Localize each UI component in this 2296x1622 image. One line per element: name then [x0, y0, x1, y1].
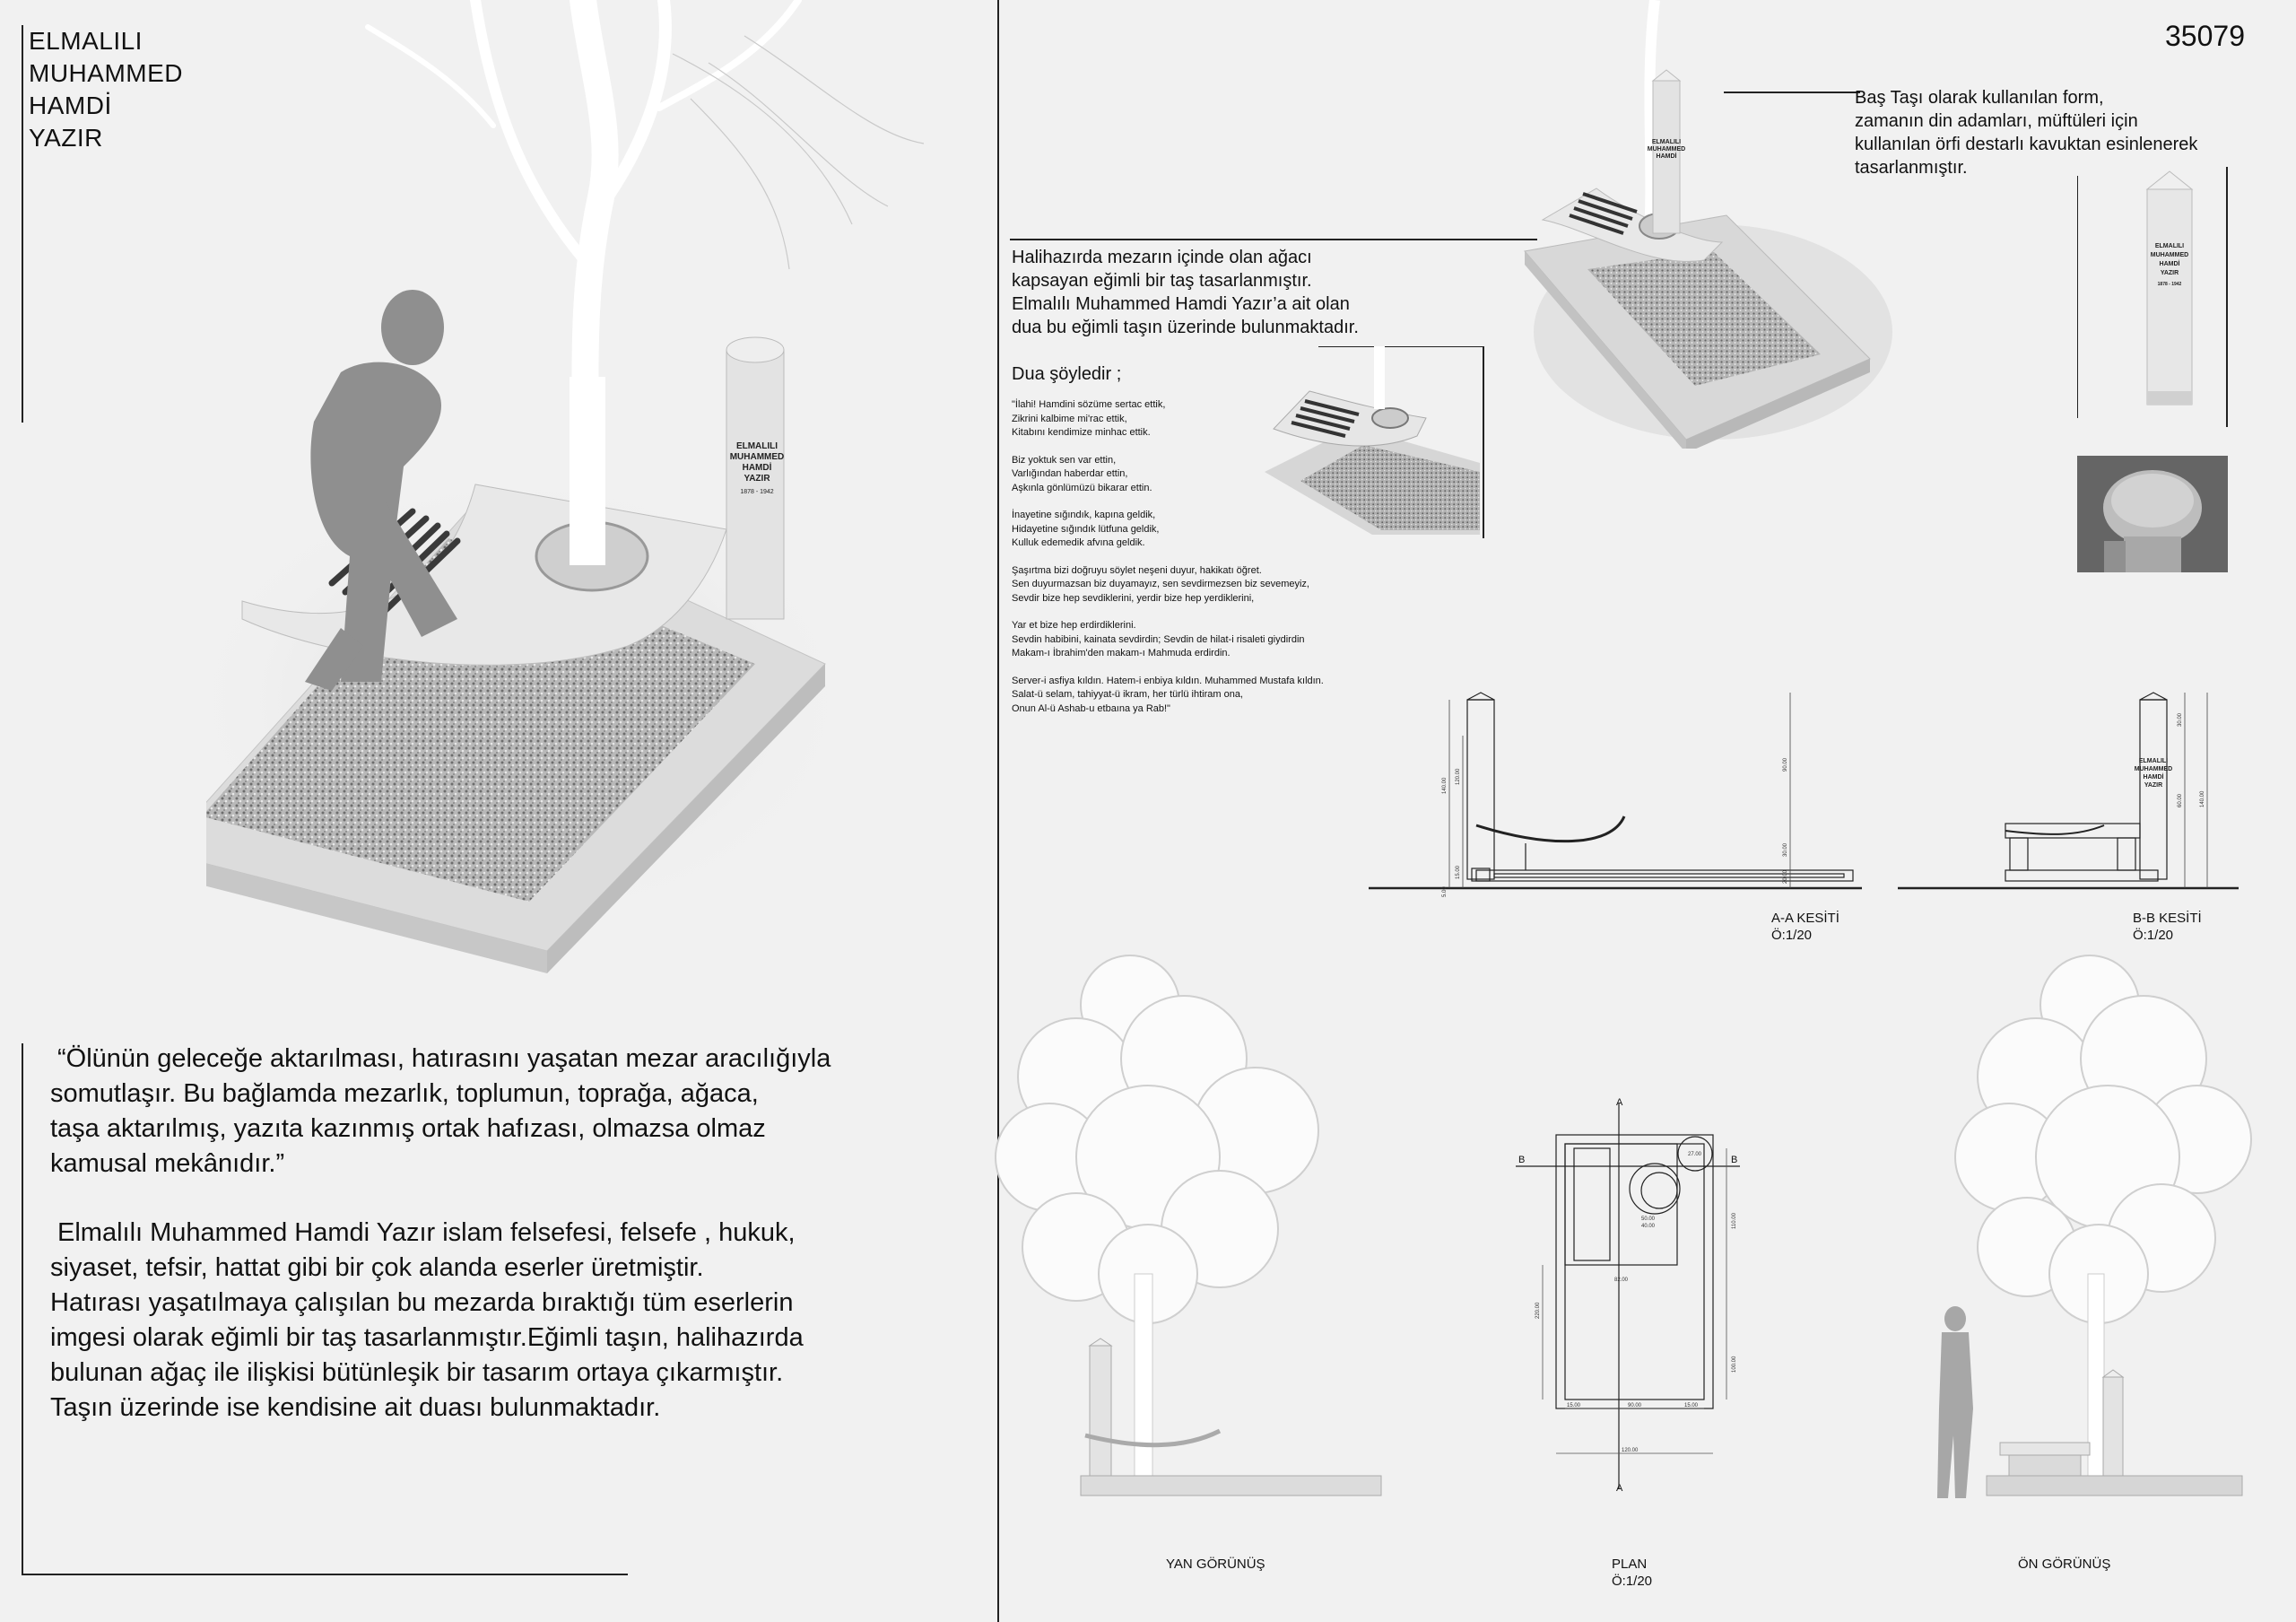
tree-note-line: dua bu eğimli taşın üzerinde bulunmaktadır.: [1012, 318, 1359, 337]
headstone-note-line: kullanılan örfi destarlı kavuktan esinlenerek: [1855, 135, 2198, 154]
dimension-label: 90.00: [1783, 757, 1788, 772]
dimension-label: 82.00: [1614, 1278, 1629, 1283]
dimension-label: 120.00: [1456, 768, 1461, 785]
prayer-line: Kulluk edemedik afvına geldik.: [1012, 537, 1145, 548]
project-title: [29, 25, 183, 154]
prayer-line: Varlığından haberdar ettin,: [1012, 468, 1128, 479]
headstone-inscription-dates: 1878 - 1942: [2157, 282, 2182, 287]
headstone-inscription: ELMALILI: [2138, 758, 2169, 764]
front-view-drawing: [1883, 933, 2296, 1507]
quote-line: kamusal mekânıdır.”: [50, 1149, 285, 1178]
headstone-inscription: YAZIR: [2160, 270, 2179, 276]
prayer-line: Hidayetine sığındık lütfuna geldik,: [1012, 523, 1160, 535]
prayer-line: Şaşırtma bizi doğruyu söylet neşeni duyur, hakikatı öğret.: [1012, 564, 1262, 576]
quote-line: “Ölünün geleceğe aktarılması, hatırasını yaşatan mezar aracılığıyla: [57, 1044, 831, 1073]
headstone-inscription: MUHAMMED: [729, 452, 785, 462]
quote-line: somutlaşır. Bu bağlamda mezarlık, toplumun, toprağa, ağaca,: [50, 1079, 759, 1108]
section-bb-scale: Ö:1/20: [2133, 928, 2174, 943]
headstone-inscription: MUHAMMED: [1647, 146, 1686, 153]
dimension-label: 140.00: [2200, 790, 2205, 807]
tree-note-leader: [1010, 239, 1537, 240]
headstone-note: [1855, 86, 2197, 179]
headstone-detail-rule: [2226, 167, 2228, 427]
description-line: siyaset, tefsir, hattat gibi bir çok alanda eserler üretmiştir.: [50, 1253, 704, 1282]
grave-render: [206, 0, 1013, 978]
prayer-line: Sevdin habibini, kainata sevdirdin; Sevdin de hilat-i risaleti giydirdin: [1012, 633, 1305, 645]
side-view-drawing: [969, 933, 1435, 1507]
plan-caption: [1612, 1556, 1652, 1590]
kavuk-photo: [2077, 456, 2228, 572]
description-line: Hatırası yaşatılmaya çalışılan bu mezarda bıraktığı tüm eserlerin: [50, 1288, 794, 1317]
headstone-inscription: ELMALILI: [2154, 243, 2185, 249]
description-line: Taşın üzerinde ise kendisine ait duası bulunmaktadır.: [50, 1393, 661, 1422]
section-aa-caption: [1771, 910, 1839, 944]
dimension-label: 5.00: [1442, 886, 1448, 897]
prayer-stone-detail: [1265, 346, 1485, 540]
headstone: [726, 337, 784, 619]
prayer-line: Kitabını kendimize minhac ettik.: [1012, 427, 1151, 438]
headstone-inscription: HAMDİ: [2143, 774, 2164, 780]
headstone-inscription: HAMDİ: [1656, 153, 1677, 160]
plan-drawing: [1516, 1094, 1749, 1507]
tree-note-line: kapsayan eğimli bir taş tasarlanmıştır.: [1012, 271, 1312, 291]
left-panel-vertical-rule: [22, 25, 23, 423]
prayer-line: "İlahi! Hamdini sözüme sertac ettik,: [1012, 399, 1166, 410]
prayer-line: Salat-ü selam, tahiyyat-ü ikram, her türlü ihtiram ona,: [1012, 689, 1243, 700]
quote-bottom-rule: [22, 1574, 628, 1575]
headstone-inscription: ELMALILI: [735, 441, 778, 451]
headstone-inscription-dates: 1878 - 1942: [740, 489, 774, 495]
prayer-line: Yar et bize hep erdirdiklerini.: [1012, 620, 1136, 631]
tree-note-line: Elmalılı Muhammed Hamdi Yazır’a ait olan: [1012, 294, 1350, 314]
dimension-label: 140.00: [1442, 777, 1448, 794]
plan-scale: Ö:1/20: [1612, 1574, 1653, 1589]
dimension-label: 30.00: [2178, 712, 2183, 727]
headstone-note-line: zamanın din adamları, müftüleri için: [1855, 111, 2138, 131]
headstone-inscription: HAMDİ: [2159, 261, 2180, 267]
person-silhouette-front: [1937, 1306, 1973, 1498]
dimension-label: 30.00: [1783, 842, 1788, 857]
prayer-stanza: [1012, 564, 1397, 606]
grave-render-small: [1516, 0, 1892, 449]
description-line: Elmalılı Muhammed Hamdi Yazır islam felsefesi, felsefe , hukuk,: [57, 1218, 796, 1247]
dimension-label: 120.00: [1622, 1448, 1639, 1453]
prayer-line: Biz yoktuk sen var ettin,: [1012, 454, 1117, 466]
project-title-line: HAMDİ: [29, 92, 112, 119]
section-bb-drawing: [1898, 682, 2257, 906]
prayer-line: Onun Al-ü Ashab-u etbaına ya Rab!": [1012, 702, 1170, 714]
plan-title: PLAN: [1612, 1557, 1648, 1572]
plan-marker-a: A: [1616, 1097, 1623, 1108]
headstone-inscription: MUHAMMED: [2134, 766, 2173, 772]
project-number: 35079: [2165, 20, 2245, 52]
project-title-line: YAZIR: [29, 124, 103, 152]
headstone-inscription: YAZIR: [2144, 782, 2163, 789]
plan-marker-b: B: [1731, 1155, 1738, 1165]
description-line: bulunan ağaç ile ilişkisi bütünleşik bir tasarım ortaya çıkarmıştır.: [50, 1358, 784, 1387]
dimension-label: 40.00: [1641, 1224, 1656, 1229]
headstone-detail: [2077, 167, 2230, 427]
plan-marker-b: B: [1518, 1155, 1526, 1165]
tree-note: [1012, 246, 1359, 339]
quote-line: taşa aktarılmış, yazıta kazınmış ortak hafızası, olmazsa olmaz: [50, 1114, 766, 1143]
dimension-label: 220.00: [1535, 1302, 1541, 1319]
prayer-line: Sevdir bize hep sevdiklerini, yerdir bize hep yerdiklerini,: [1012, 592, 1255, 604]
prayer-stanza: [1012, 675, 1397, 717]
dimension-label: 110.00: [1732, 1213, 1737, 1229]
dimension-label: 60.00: [2178, 793, 2183, 807]
project-title-line: ELMALILI: [29, 27, 143, 55]
dimension-label: 90.00: [1628, 1403, 1642, 1408]
section-aa-scale: Ö:1/20: [1771, 928, 1813, 943]
description-text: [50, 1216, 938, 1426]
headstone-inscription: YAZIR: [744, 474, 770, 484]
front-view-label: ÖN GÖRÜNÜŞ: [2018, 1557, 2111, 1572]
prayer-heading: Dua şöyledir ;: [1012, 364, 1122, 384]
dimension-label: 50.00: [1641, 1216, 1656, 1222]
dimension-label: 15.00: [1567, 1403, 1581, 1408]
headstone-note-line: Baş Taşı olarak kullanılan form,: [1855, 88, 2104, 108]
headstone-note-leader: [1724, 92, 1860, 93]
dimension-label: 27.00: [1688, 1152, 1702, 1157]
section-aa-drawing: [1369, 682, 1871, 906]
prayer-line: İnayetine sığındık, kapına geldik,: [1012, 510, 1156, 520]
dimension-label: 100.00: [1732, 1356, 1737, 1373]
quote-text: [50, 1042, 938, 1182]
project-title-line: MUHAMMED: [29, 59, 183, 87]
prayer-line: Makam-ı İbrahim'den makam-ı Mahmuda erdirdin.: [1012, 648, 1231, 658]
section-aa-title: A-A KESİTİ: [1771, 911, 1839, 926]
headstone-inscription: MUHAMMED: [2150, 252, 2189, 258]
dimension-label: 15.00: [1684, 1403, 1699, 1408]
headstone-note-line: tasarlanmıştır.: [1855, 158, 1968, 178]
prayer-line: Zikrini kalbime mi'rac ettik,: [1012, 413, 1127, 424]
side-view-label: YAN GÖRÜNÜŞ: [1166, 1557, 1265, 1572]
prayer-stanza: [1012, 619, 1397, 661]
description-line: imgesi olarak eğimli bir taş tasarlanmıştır.Eğimli taşın, halihazırda: [50, 1323, 804, 1352]
section-bb-title: B-B KESİTİ: [2133, 911, 2202, 926]
headstone-inscription: ELMALILI: [1651, 139, 1682, 145]
prayer-line: Server-i asfiya kıldın. Hatem-i enbiya kıldın. Muhammed Mustafa kıldın.: [1012, 675, 1324, 686]
tree-note-line: Halihazırda mezarın içinde olan ağacı: [1012, 248, 1312, 267]
prayer-line: Sen duyurmazsan biz duyamayız, sen sevdirmezsen biz sevemeyiz,: [1012, 579, 1309, 589]
dimension-label: 20.00: [1783, 869, 1788, 884]
quote-vertical-rule: [22, 1043, 23, 1575]
headstone-inscription: HAMDİ: [742, 463, 772, 473]
dimension-label: 15.00: [1456, 865, 1461, 879]
plan-marker-a: A: [1616, 1483, 1623, 1494]
prayer-line: Aşkınla gönlümüzü bikarar ettin.: [1012, 482, 1152, 493]
